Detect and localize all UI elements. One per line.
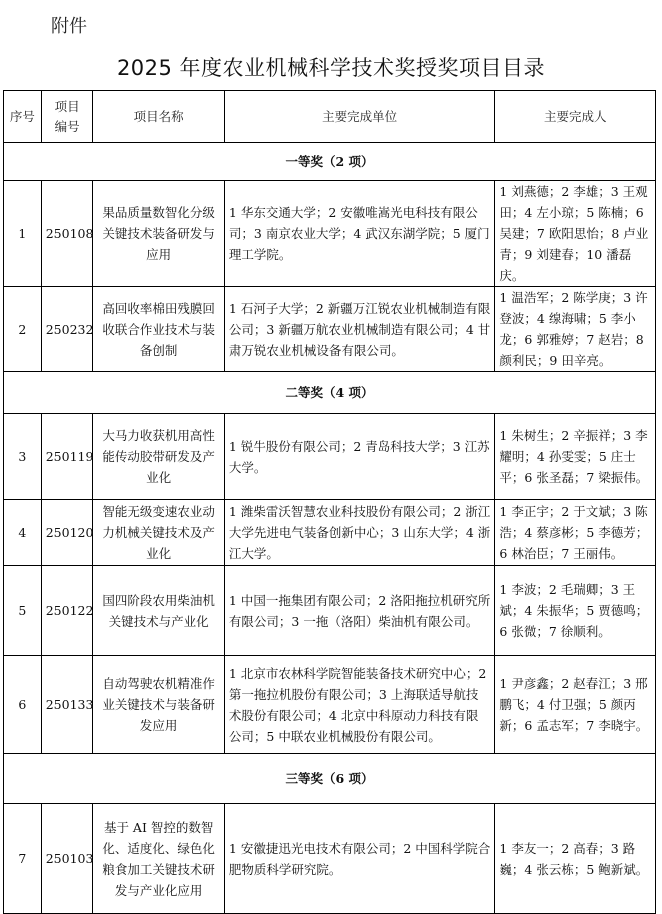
cell-no: 5 xyxy=(4,566,42,656)
cell-code: 250119 xyxy=(41,414,93,500)
cell-name: 国四阶段农用柴油机关键技术与产业化 xyxy=(93,566,224,656)
table-row xyxy=(4,804,656,914)
cell-code: 250103 xyxy=(41,804,93,914)
cell-people: 1 李波；2 毛瑞卿；3 王斌；4 朱振华；5 贾德鸣；6 张微；7 徐顺利。 xyxy=(495,566,656,656)
header-code xyxy=(41,91,93,143)
attachment-label: 附件 xyxy=(51,16,87,37)
cell-no: 2 xyxy=(4,287,42,372)
cell-people: 1 尹彦鑫；2 赵春江；3 邢鹏飞；4 付卫强；5 颜丙新；6 孟志军；7 李晓宇。 xyxy=(495,656,656,754)
cell-code: 250232 xyxy=(41,287,93,372)
cell-units: 1 安徽捷迅光电技术有限公司；2 中国科学院合肥物质科学研究院。 xyxy=(224,804,494,914)
cell-code: 250120 xyxy=(41,500,93,566)
table-row xyxy=(4,656,656,754)
cell-people: 1 李正宇；2 于文斌；3 陈浩；4 蔡彦彬；5 李德芳；6 林治臣；7 王丽伟。 xyxy=(495,500,656,566)
cell-people: 1 朱树生；2 辛振祥；3 李耀明；4 孙雯雯；5 庄士平；6 张圣磊；7 梁振伟。 xyxy=(495,414,656,500)
cell-units: 1 锐牛股份有限公司；2 青岛科技大学；3 江苏大学。 xyxy=(224,414,494,500)
cell-units: 1 北京市农林科学院智能装备技术研究中心；2 第一拖拉机股份有限公司；3 上海联适导航技术股份有限公司；4 北京中科原动力科技有限公司；5 中联农业机械股份有限公司。 xyxy=(224,656,494,754)
cell-name: 大马力收获机用高性能传动胶带研发及产业化 xyxy=(93,414,224,500)
cell-people: 1 刘燕德；2 李雄；3 王观田；4 左小琼；5 陈楠；6 吴建；7 欧阳思怡；8 卢业青；9 刘建春；10 潘磊庆。 xyxy=(495,181,656,287)
cell-name: 自动驾驶农机精准作业关键技术与装备研发应用 xyxy=(93,656,224,754)
header-no: 序号 xyxy=(4,91,42,143)
awards-table xyxy=(3,90,656,914)
table-row xyxy=(4,181,656,287)
section-row-first-prize xyxy=(4,143,656,181)
table-header-row xyxy=(4,91,656,143)
table-row xyxy=(4,287,656,372)
cell-no: 1 xyxy=(4,181,42,287)
table-row xyxy=(4,414,656,500)
cell-code: 250133 xyxy=(41,656,93,754)
cell-name: 基于 AI 智控的数智化、适度化、绿色化粮食加工关键技术研发与产业化应用 xyxy=(93,804,224,914)
header-code-text: 项目编号 xyxy=(54,98,80,134)
cell-name: 智能无级变速农业动力机械关键技术及产业化 xyxy=(93,500,224,566)
cell-units: 1 石河子大学；2 新疆万江锐农业机械制造有限公司；3 新疆万航农业机械制造有限公司；4 甘肃万锐农业机械设备有限公司。 xyxy=(224,287,494,372)
header-units: 主要完成单位 xyxy=(224,91,494,143)
cell-no: 3 xyxy=(4,414,42,500)
section-label: 三等奖（6 项） xyxy=(4,754,656,804)
cell-units: 1 华东交通大学；2 安徽唯嵩光电科技有限公司；3 南京农业大学；4 武汉东湖学院；5 厦门理工学院。 xyxy=(224,181,494,287)
cell-code: 250122 xyxy=(41,566,93,656)
cell-units: 1 中国一拖集团有限公司；2 洛阳拖拉机研究所有限公司；3 一拖（洛阳）柴油机有限公司。 xyxy=(224,566,494,656)
cell-no: 7 xyxy=(4,804,42,914)
section-row-second-prize xyxy=(4,372,656,414)
section-row-third-prize xyxy=(4,754,656,804)
cell-name: 高回收率棉田残膜回收联合作业技术与装备创制 xyxy=(93,287,224,372)
cell-no: 4 xyxy=(4,500,42,566)
table-row xyxy=(4,566,656,656)
page-title: 2025 年度农业机械科学技术奖授奖项目目录 xyxy=(116,56,546,80)
header-name: 项目名称 xyxy=(93,91,224,143)
section-label: 一等奖（2 项） xyxy=(4,143,656,181)
cell-name: 果品质量数智化分级关键技术装备研发与应用 xyxy=(93,181,224,287)
cell-people: 1 李友一；2 高春；3 路巍；4 张云栋；5 鲍新斌。 xyxy=(495,804,656,914)
section-label: 二等奖（4 项） xyxy=(4,372,656,414)
cell-people: 1 温浩军；2 陈学庚；3 许登波；4 缐海啸；5 李小龙；6 郭雅婷；7 赵岩；8 颜利民；9 田辛亮。 xyxy=(495,287,656,372)
cell-code: 250108 xyxy=(41,181,93,287)
cell-no: 6 xyxy=(4,656,42,754)
cell-units: 1 潍柴雷沃智慧农业科技股份有限公司；2 浙江大学先进电气装备创新中心；3 山东大学；4 浙江大学。 xyxy=(224,500,494,566)
header-people: 主要完成人 xyxy=(495,91,656,143)
table-row xyxy=(4,500,656,566)
